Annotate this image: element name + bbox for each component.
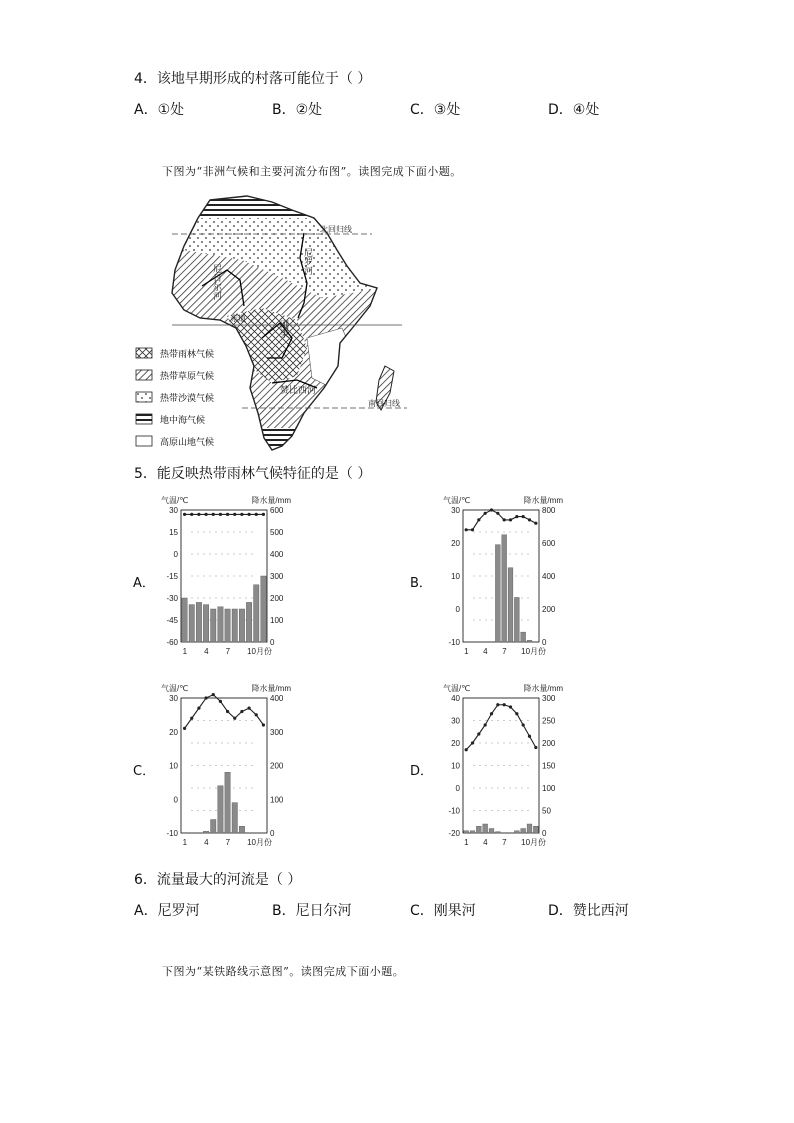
chart-d-temp-tick: 40 (451, 694, 460, 703)
chart-d-temp-point (471, 741, 474, 744)
chart-a-precip-bar (246, 602, 251, 642)
chart-c-temp-tick: 30 (169, 694, 178, 703)
chart-a-precip-bar (261, 576, 266, 642)
chart-c-month-tick: 1 (182, 838, 188, 847)
chart-d-precip-tick: 100 (542, 784, 556, 793)
chart-b-temp-point (528, 518, 531, 521)
chart-a-temp-label: 气温/℃ (161, 496, 189, 505)
chart-d-precip-bar (464, 831, 469, 833)
chart-d-precip-bar (489, 829, 494, 834)
chart-a-temp-point (197, 513, 200, 516)
q6-option-b: B．尼日尔河 (272, 903, 352, 919)
question-4: 4．该地早期形成的村落可能位于（ ） (134, 71, 372, 87)
chart-c-temp-point (226, 710, 229, 713)
map-label-nile: 尼罗河 (303, 248, 313, 275)
map-legend (136, 348, 214, 447)
chart-a-precip-tick: 400 (270, 550, 284, 559)
chart-d-precip-bar (476, 826, 481, 833)
chart-d-temp-tick: 10 (451, 761, 460, 771)
chart-d-temp-point (477, 732, 480, 735)
chart-a-precip-tick: 600 (270, 506, 284, 515)
chart-b-temp-tick: 10 (451, 572, 460, 581)
chart-a-temp-point (212, 513, 215, 516)
chart-a-temp-tick: 30 (169, 506, 178, 515)
chart-d-precip-bar (495, 832, 500, 833)
chart-a-precip-tick: 100 (270, 616, 284, 625)
chart-d-temp-point (528, 735, 531, 738)
chart-d-precip-label: 降水量/mm (523, 684, 563, 693)
chart-d-temp-point (490, 712, 493, 715)
q5-option-a-letter: A． (133, 576, 155, 591)
chart-b-temp-point (509, 518, 512, 521)
chart-b-precip-tick: 600 (542, 539, 556, 548)
chart-c-precip-bar (211, 820, 216, 834)
africa-climate-map (132, 188, 407, 453)
chart-c-precip-bar (203, 831, 208, 833)
chart-a-precip-label: 降水量/mm (251, 496, 291, 505)
chart-b-month-tick: 1 (464, 647, 469, 656)
chart-b-temp-point (522, 515, 525, 518)
chart-a-precip-bar (203, 605, 208, 642)
chart-c-temp-tick: -10 (166, 829, 178, 838)
question-6: 6．流量最大的河流是（ ） (134, 872, 302, 888)
chart-a-temp-tick: 0 (173, 550, 178, 559)
chart-d-temp-tick: 30 (451, 716, 460, 726)
chart-a-temp-point (233, 513, 236, 516)
chart-a-month-tick: 4 (204, 647, 209, 656)
chart-d-temp-line (466, 705, 536, 750)
chart-a-temp-point (204, 513, 207, 516)
chart-b-temp-point (477, 518, 480, 521)
chart-b-temp-point (471, 528, 474, 531)
chart-a-temp-tick: 15 (169, 528, 178, 537)
chart-d-precip-bar (521, 829, 526, 834)
chart-b-temp-line (466, 510, 536, 530)
legend-highland: 高原山地气候 (160, 437, 215, 447)
chart-c-temp-tick: 10 (169, 761, 178, 771)
intro-railway-map: 下图为“某铁路线示意图”。读图完成下面小题。 (162, 965, 405, 978)
chart-d-month-tick: 4 (483, 838, 488, 847)
q4-option-d: D．④处 (548, 102, 600, 118)
chart-d-temp-tick: 20 (451, 739, 460, 748)
legend-mediterranean: 地中海气候 (160, 415, 206, 425)
chart-c-temp-point (212, 693, 215, 696)
chart-b-precip-bar (495, 545, 500, 642)
chart-c-temp-point (219, 700, 222, 703)
chart-b-precip-bar (508, 568, 513, 642)
chart-b-temp-label: 气温/℃ (443, 496, 471, 505)
chart-c-temp-point (233, 717, 236, 720)
chart-a-month-tick: 1 (182, 647, 188, 656)
chart-d-precip-bar (483, 824, 488, 833)
chart-d-precip-tick: 0 (542, 829, 547, 838)
chart-b-precip-bar (514, 597, 519, 642)
chart-d-temp-tick: -10 (448, 806, 460, 816)
chart-d-temp-tick: 0 (455, 784, 460, 793)
q4-option-c: C．③处 (410, 102, 461, 118)
chart-b-temp-point (490, 508, 493, 511)
chart-a-temp-tick: -15 (166, 572, 178, 581)
chart-b-temp-tick: -10 (448, 638, 460, 647)
chart-d-precip-bar (533, 826, 538, 833)
chart-a-precip-bar (211, 609, 216, 642)
chart-a-precip-bar (239, 609, 244, 642)
chart-c-precip-tick: 100 (270, 795, 284, 805)
chart-c-temp-point (255, 713, 258, 716)
chart-a-temp-tick: -60 (166, 638, 178, 647)
legend-rainforest: 热带雨林气候 (160, 349, 215, 359)
map-label-south-tropic: 南回归线 (368, 399, 400, 408)
chart-d-temp-point (522, 723, 525, 726)
chart-b-precip-label: 降水量/mm (523, 496, 563, 505)
chart-b-month-tick: 7 (502, 647, 507, 656)
chart-d-precip-bar (514, 831, 519, 833)
chart-a-temp-point (240, 513, 243, 516)
map-label-north-tropic: 北回归线 (320, 225, 352, 234)
chart-c-precip-bar (218, 786, 223, 833)
chart-a-precip-bar (218, 607, 223, 642)
chart-b-temp-point (503, 518, 506, 521)
chart-d-month-tick: 10月份 (521, 838, 547, 847)
chart-d-temp-point (484, 723, 487, 726)
q4-option-a: A．①处 (134, 102, 185, 118)
q6-option-d: D．赞比西河 (548, 903, 629, 919)
chart-a-precip-tick: 0 (270, 638, 275, 647)
q6-option-a: A．尼罗河 (134, 903, 200, 919)
chart-a-precip-bar (189, 605, 194, 642)
legend-savanna: 热带草原气候 (160, 371, 215, 381)
chart-c-frame (181, 698, 267, 833)
chart-c-temp-point (247, 707, 250, 710)
chart-d-precip-tick: 250 (542, 716, 556, 726)
climate-chart-b (437, 492, 567, 664)
chart-b-precip-tick: 400 (542, 572, 556, 581)
chart-c-temp-label: 气温/℃ (161, 684, 189, 693)
climate-chart-d (437, 680, 567, 855)
chart-b-temp-point (496, 512, 499, 515)
chart-d-month-tick: 7 (502, 838, 507, 847)
chart-d-precip-bar (470, 831, 475, 833)
chart-b-temp-point (465, 528, 468, 531)
chart-d-temp-label: 气温/℃ (443, 684, 471, 693)
chart-a-month-tick: 7 (225, 647, 231, 656)
chart-b-temp-point (534, 522, 537, 525)
legend-desert: 热带沙漠气候 (160, 393, 215, 403)
chart-a-temp-point (183, 513, 186, 516)
chart-b-precip-tick: 800 (542, 506, 556, 515)
question-5: 5．能反映热带雨林气候特征的是（ ） (134, 466, 372, 482)
climate-chart-c (155, 680, 295, 855)
chart-c-precip-bar (225, 772, 230, 833)
chart-c-temp-point (240, 710, 243, 713)
intro-africa-map: 下图为“非洲气候和主要河流分布图”。读图完成下面小题。 (162, 165, 462, 178)
chart-a-temp-point (255, 513, 258, 516)
chart-b-precip-bar (521, 632, 526, 642)
chart-c-precip-label: 降水量/mm (251, 684, 291, 693)
climate-chart-a (155, 492, 295, 664)
chart-a-precip-tick: 300 (270, 572, 284, 581)
chart-c-precip-tick: 200 (270, 761, 284, 771)
chart-d-temp-point (465, 748, 468, 751)
q4-option-b: B．②处 (272, 102, 323, 118)
chart-a-temp-point (226, 513, 229, 516)
chart-a-temp-tick: -45 (166, 616, 178, 625)
chart-a-precip-bar (225, 609, 230, 642)
chart-a-precip-bar (196, 602, 201, 642)
chart-b-month-tick: 4 (483, 647, 488, 656)
map-label-congo: 刚果 (279, 320, 289, 338)
chart-b-temp-tick: 20 (451, 539, 460, 548)
chart-d-month-tick: 1 (464, 838, 469, 847)
chart-b-precip-tick: 0 (542, 638, 547, 647)
map-label-niger: 尼日尔河 (212, 264, 222, 300)
chart-c-temp-tick: 0 (173, 795, 178, 805)
chart-b-temp-tick: 0 (455, 605, 460, 614)
q5-option-d-letter: D． (410, 764, 434, 779)
chart-c-temp-point (197, 707, 200, 710)
chart-a-precip-bar (232, 609, 237, 642)
chart-c-month-tick: 7 (225, 838, 231, 847)
chart-c-temp-point (262, 723, 265, 726)
chart-d-temp-point (496, 703, 499, 706)
chart-d-temp-tick: -20 (448, 829, 460, 838)
chart-d-precip-tick: 50 (542, 806, 551, 816)
chart-a-temp-point (262, 513, 265, 516)
chart-c-precip-tick: 300 (270, 727, 284, 737)
chart-c-temp-point (204, 696, 207, 699)
chart-a-precip-bar (254, 585, 259, 642)
chart-b-temp-tick: 30 (451, 506, 460, 515)
chart-b-precip-tick: 200 (542, 605, 556, 614)
chart-c-temp-line (185, 695, 264, 729)
chart-d-precip-tick: 150 (542, 761, 556, 771)
chart-d-precip-bar (527, 824, 532, 833)
chart-c-temp-point (183, 727, 186, 730)
chart-c-month-tick: 10月份 (247, 838, 272, 847)
chart-a-temp-point (247, 513, 250, 516)
chart-b-precip-bar (502, 535, 507, 642)
chart-a-temp-tick: -30 (166, 594, 178, 603)
chart-c-precip-tick: 0 (270, 829, 275, 838)
chart-d-precip-tick: 200 (542, 739, 556, 748)
q5-option-b-letter: B． (410, 576, 432, 591)
chart-b-temp-point (484, 512, 487, 515)
chart-d-temp-point (503, 703, 506, 706)
chart-a-precip-tick: 500 (270, 528, 284, 537)
chart-c-precip-bar (232, 803, 237, 833)
q5-option-c-letter: C． (133, 764, 156, 779)
chart-a-month-tick: 10月份 (247, 647, 272, 656)
chart-a-temp-point (190, 513, 193, 516)
chart-c-precip-bar (239, 826, 244, 833)
q6-option-c: C．刚果河 (410, 903, 476, 919)
chart-b-precip-bar (527, 640, 532, 642)
chart-a-temp-point (219, 513, 222, 516)
chart-a-precip-bar (182, 598, 187, 642)
chart-d-temp-point (515, 712, 518, 715)
chart-d-temp-point (509, 705, 512, 708)
chart-d-precip-tick: 300 (542, 694, 556, 703)
chart-b-temp-point (515, 515, 518, 518)
chart-c-temp-point (190, 717, 193, 720)
map-label-equator: 赤道 (230, 314, 246, 323)
chart-d-temp-point (534, 746, 537, 749)
chart-c-precip-tick: 400 (270, 694, 284, 703)
chart-a-precip-tick: 200 (270, 594, 284, 603)
chart-c-temp-tick: 20 (169, 727, 178, 737)
chart-b-month-tick: 10月份 (521, 647, 547, 656)
chart-c-month-tick: 4 (204, 838, 209, 847)
map-label-zambezi: 赞比西河 (280, 385, 317, 395)
